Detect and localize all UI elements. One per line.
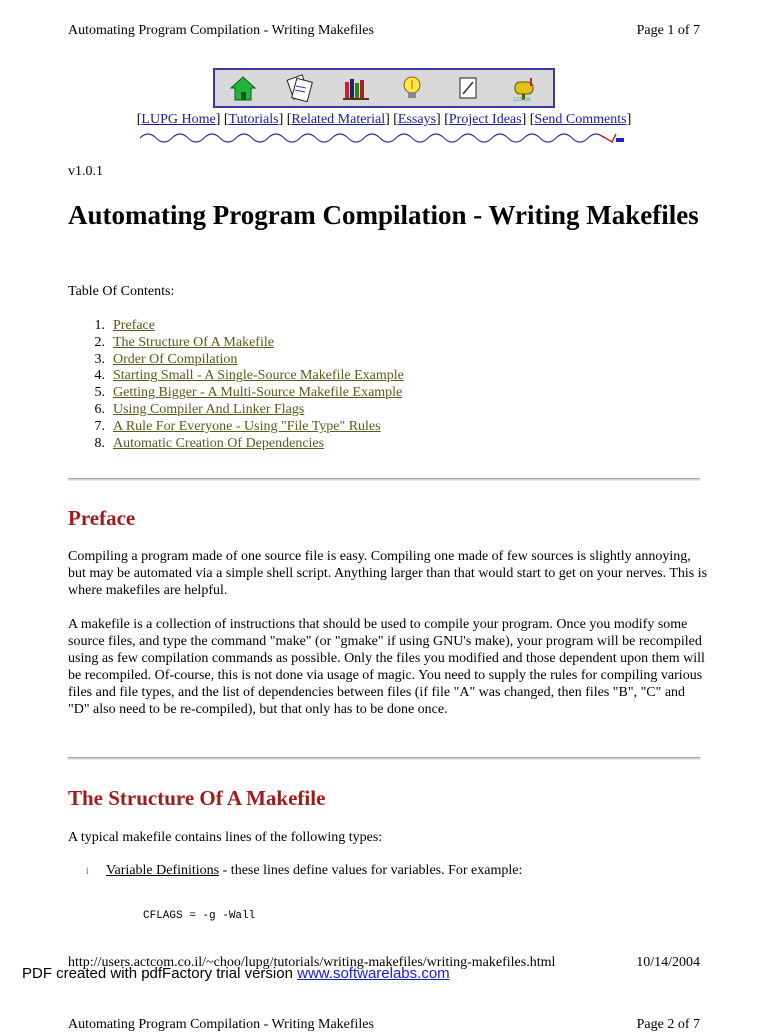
books-icon[interactable] — [339, 72, 373, 104]
section-divider — [68, 757, 700, 760]
page-header-title: Automating Program Compilation - Writing Makefiles — [68, 23, 374, 38]
bullet-description: - these lines define values for variables. For example: — [219, 863, 523, 878]
section-divider — [68, 478, 700, 481]
page-header-number: Page 1 of 7 — [636, 23, 700, 38]
version-label: v1.0.1 — [68, 164, 103, 179]
nav-link-essays[interactable]: Essays — [397, 112, 437, 127]
tutorials-icon[interactable] — [282, 72, 316, 104]
toc-link-order[interactable]: Order Of Compilation — [113, 351, 238, 367]
toc-item: 5. Getting Bigger - A Multi-Source Makefile Example — [94, 385, 403, 401]
toc-link-starting-small[interactable]: Starting Small - A Single-Source Makefile Example — [113, 368, 404, 384]
bullet-marker: l — [86, 866, 89, 876]
next-page-header-number: Page 2 of 7 — [636, 1017, 700, 1032]
toc-link-flags[interactable]: Using Compiler And Linker Flags — [113, 401, 305, 417]
notepad-icon[interactable] — [451, 72, 485, 104]
toc-link-getting-bigger[interactable]: Getting Bigger - A Multi-Source Makefile Example — [113, 385, 403, 401]
toc-label: Table Of Contents: — [68, 284, 175, 299]
nav-link-bar: [LUPG Home] [Tutorials] [Related Material] [Essays] [Project Ideas] [Send Comments] — [136, 112, 632, 127]
structure-intro: A typical makefile contains lines of the following types: — [68, 830, 383, 845]
preface-heading: Preface — [68, 506, 136, 530]
next-page-header-title: Automating Program Compilation - Writing Makefiles — [68, 1017, 374, 1032]
toc-item: 1. Preface — [94, 318, 155, 333]
nav-link-send-comments[interactable]: Send Comments — [534, 112, 627, 127]
preface-paragraph-2: A makefile is a collection of instructions that should be used to compile your program. Once you modify some source files, and type the command "make" (or "gmake" if using GNU's make), your program will be recompiled using as few compilation commands as possible. Only the files you modified and those dependent upon them will be recompiled. Of-course, this is not done via usage of magic. You need to supply the rules for compiling various files and file types, and the list of dependencies between files (if file "A" was changed, then files "B", "C" and "D" also need to be re-compiled), but that only has to be done once. — [68, 617, 705, 717]
code-example: CFLAGS = -g -Wall — [143, 910, 256, 922]
squiggle-divider-icon — [140, 128, 630, 148]
svg-text:123456: 123456 — [512, 97, 531, 102]
nav-link-lupg-home[interactable]: LUPG Home — [141, 112, 216, 127]
home-icon[interactable] — [226, 72, 260, 104]
nav-link-related-material[interactable]: Related Material — [291, 112, 386, 127]
table-of-contents — [68, 318, 404, 452]
pdf-watermark — [22, 965, 450, 982]
bullet-term: Variable Definitions — [106, 863, 220, 878]
nav-link-project-ideas[interactable]: Project Ideas — [448, 112, 522, 127]
toc-item: 4. Starting Small - A Single-Source Makefile Example — [94, 368, 404, 384]
footer-url: http://users.actcom.co.il/~choo/lupg/tutorials/writing-makefiles/writing-makefiles.html — [68, 955, 556, 970]
nav-link-tutorials[interactable]: Tutorials — [228, 112, 279, 127]
list-item — [86, 863, 522, 879]
toc-item: 2. The Structure Of A Makefile — [94, 334, 274, 350]
toc-link-dependencies[interactable]: Automatic Creation Of Dependencies — [113, 435, 325, 451]
toc-link-file-type-rules[interactable]: A Rule For Everyone - Using "File Type" Rules — [113, 418, 381, 434]
toc-item: 3. Order Of Compilation — [94, 351, 238, 367]
document-title: Automating Program Compilation - Writing Makefiles — [68, 200, 699, 230]
toc-item: 7. A Rule For Everyone - Using "File Type" Rules — [94, 418, 381, 434]
mailbox-icon[interactable] — [508, 72, 542, 104]
toc-link-structure[interactable]: The Structure Of A Makefile — [113, 334, 274, 350]
nav-icon-bar — [213, 68, 555, 108]
toc-item: 8. Automatic Creation Of Dependencies — [94, 435, 325, 451]
preface-paragraph-1: Compiling a program made of one source file is easy. Compiling one made of few sources is slightly annoying, but may be automated via a simple shell script. Anything larger than that would start to get on your nerves. This is where makefiles are helpful. — [68, 549, 708, 598]
footer-date: 10/14/2004 — [636, 955, 700, 970]
structure-heading: The Structure Of A Makefile — [68, 786, 326, 810]
toc-link-preface[interactable]: Preface — [113, 318, 155, 333]
toc-item: 6. Using Compiler And Linker Flags — [94, 401, 305, 417]
pdf-watermark-text: PDF created with pdfFactory trial version — [22, 965, 298, 982]
lightbulb-icon[interactable] — [395, 72, 429, 104]
pdf-watermark-link[interactable]: www.softwarelabs.com — [297, 965, 450, 982]
